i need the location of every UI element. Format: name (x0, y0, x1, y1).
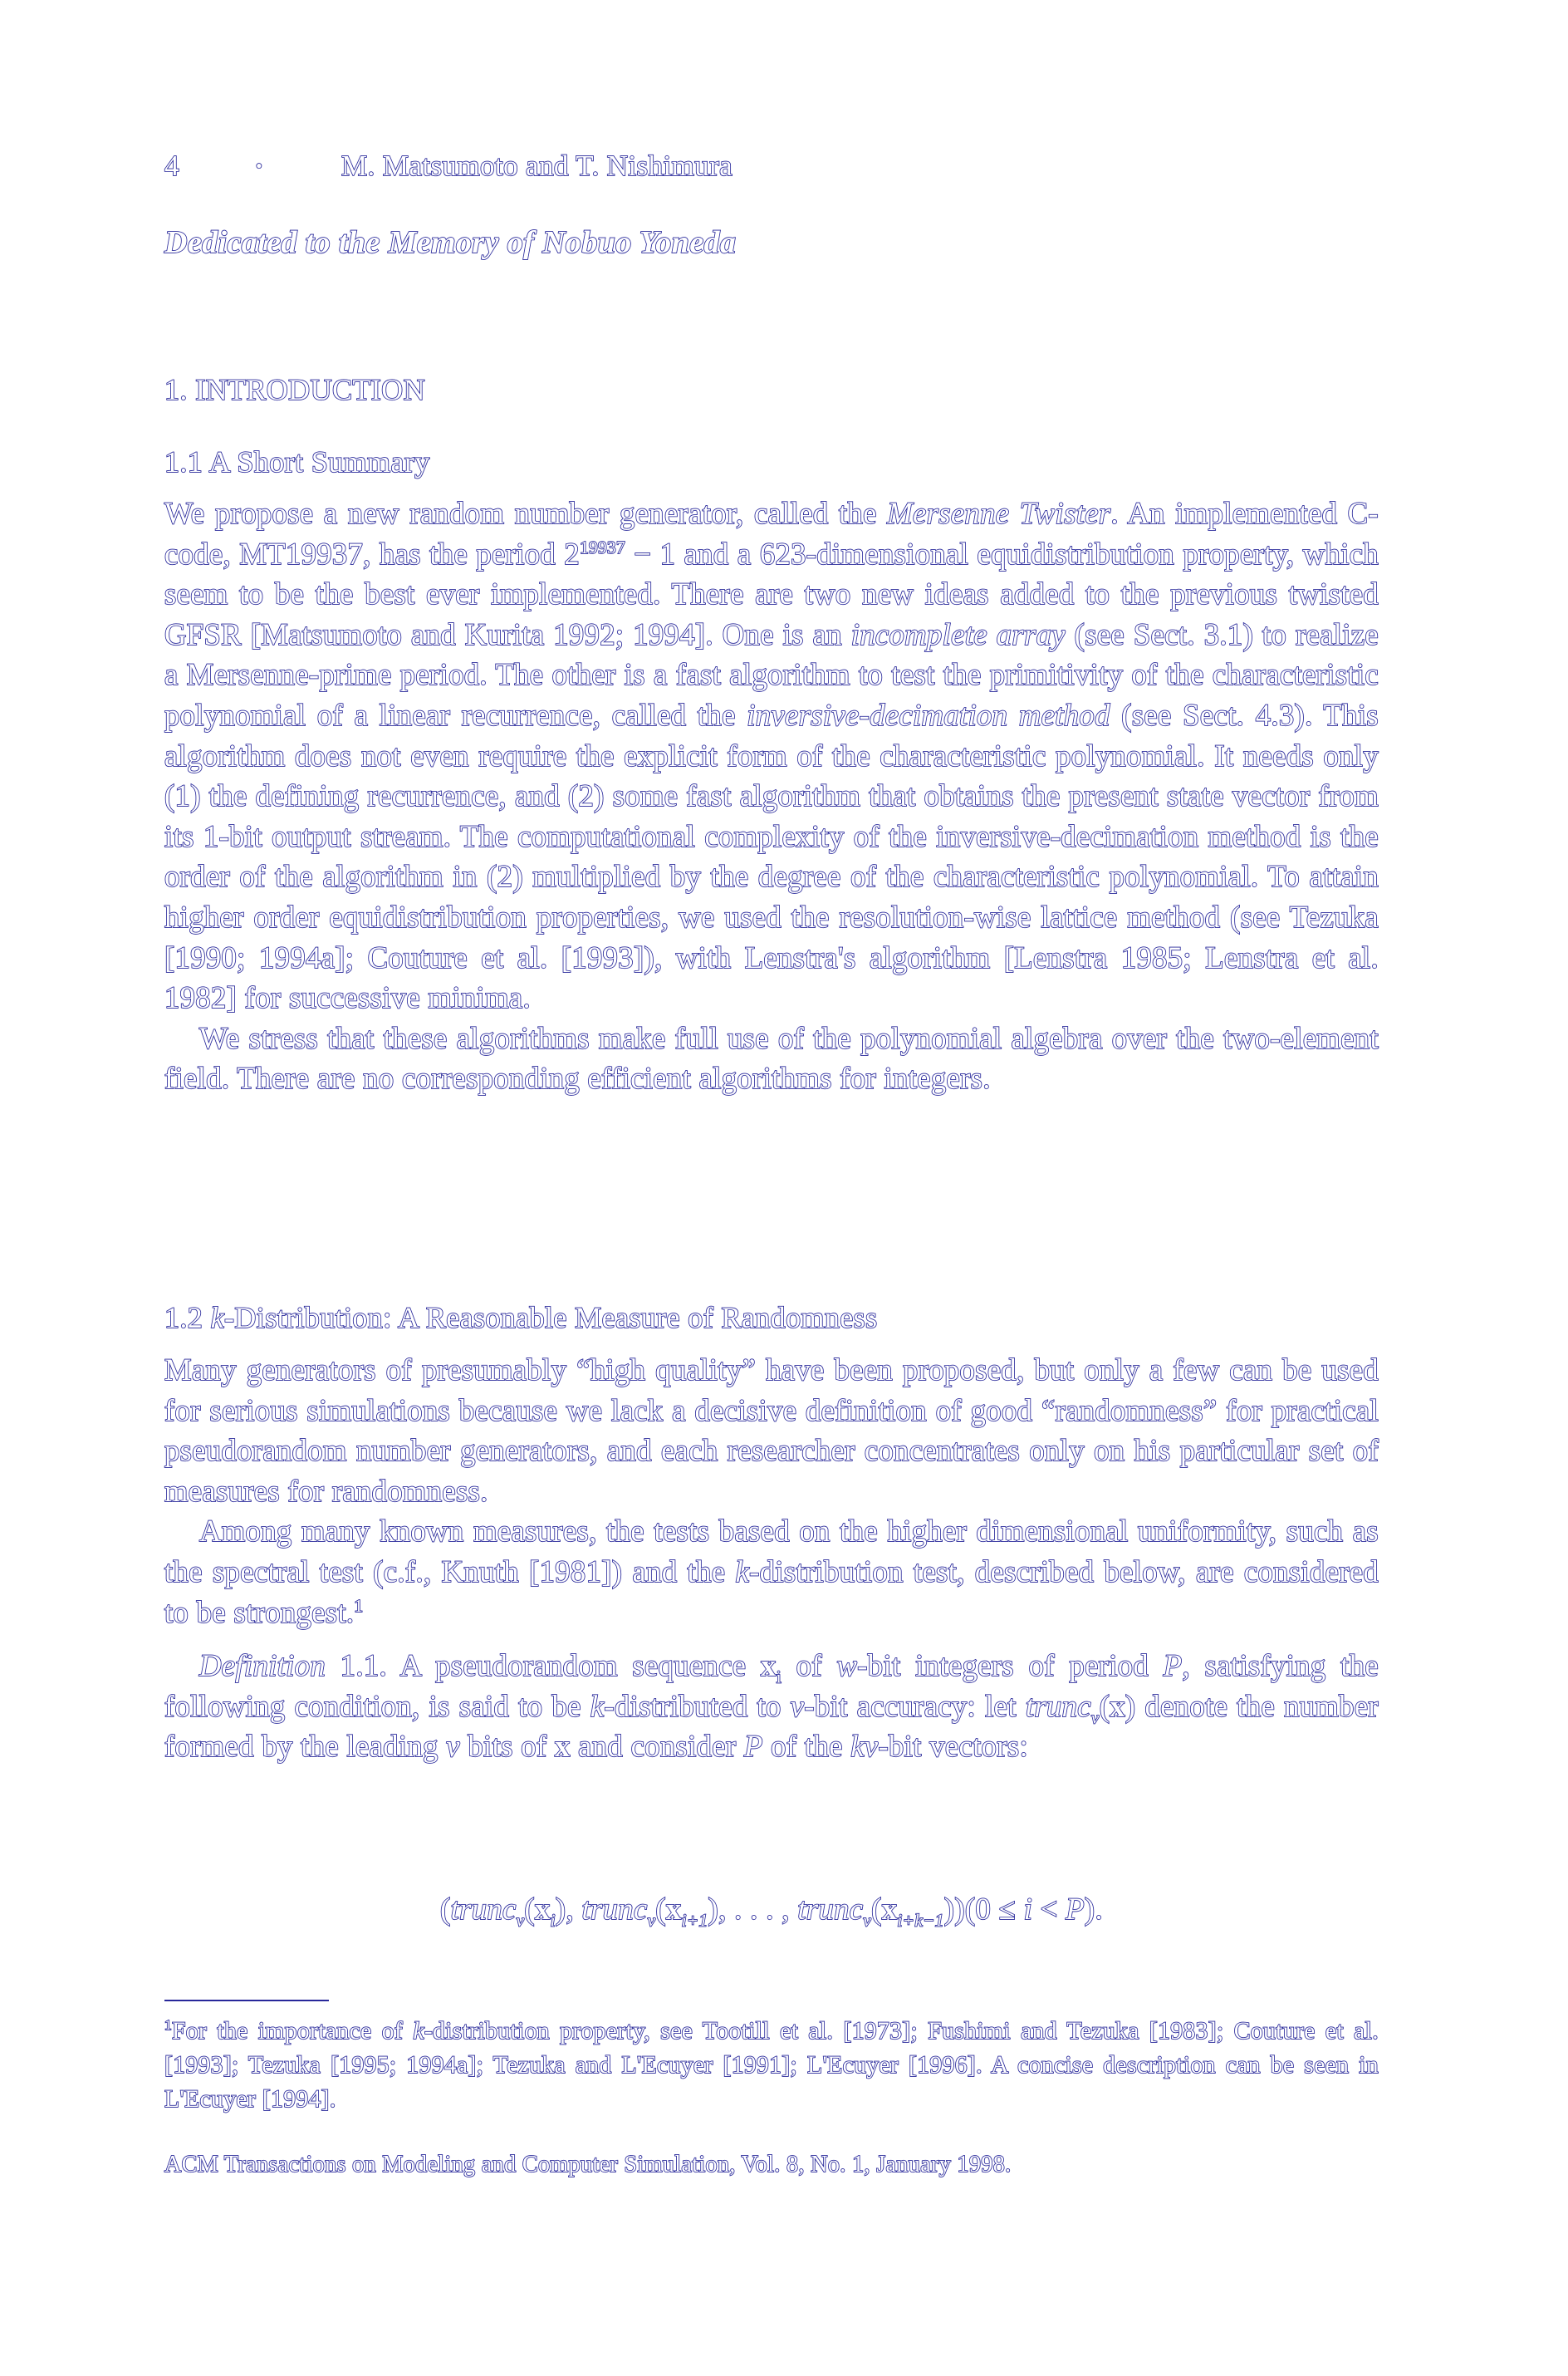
paragraph-measures: Among many known measures, the tests based on the higher dimensional uniformity, such as the spectral test (c.f., Knuth [1981]) and the k-distribution test, described below, are considered to be strongest.$^1$ (164, 1514, 1379, 1629)
paragraph-high-quality: Many generators of presumably “high quality” have been proposed, but only a few can be used for serious simulations because we lack a decisive definition of good “randomness” for practical pseudorandom number generators, and each researcher concentrates only on his particular set of measures for randomness. (164, 1352, 1379, 1508)
page-number: 4 (164, 150, 179, 182)
footnote-reference[interactable]: 1 (354, 1595, 364, 1616)
journal-footer: ACM Transactions on Modeling and Computer Simulation, Vol. 8, No. 1, January 1998. (164, 2152, 1012, 2177)
paragraph-summary: We propose a new random number generator, called the Mersenne Twister. An implemented C-code, MT19937, has the period $2^{19937} - 1$ and a 623-dimensional equidistribution property, which seem to be the best ever implemented. There are two new ideas added to the previous twisted GFSR [Matsumoto and Kurita 1992; 1994]. One is an incomplete array (see Sect. 3.1) to realize a Mersenne-prime period. The other is a fast algorithm to test the primitivity of the characteristic polynomial of a linear recurrence, called the inversive-decimation method (see Sect. 4.3). This algorithm does not even require the explicit form of the characteristic polynomial. It needs only (1) the defining recurrence, and (2) some fast algorithm that obtains the present state vector from its 1-bit output stream. The computational complexity of the inversive-decimation method is the order of the algorithm in (2) multiplied by the degree of the characteristic polynomial. To attain higher order equidistribution properties, we used the resolution-wise lattice method (see Tezuka [1990; 1994a]; Couture et al. [1993]), with Lenstra's algorithm [Lenstra 1985; Lenstra et al. 1982] for successive minima. (164, 496, 1379, 1015)
k-distribution-text (164, 1350, 1379, 1767)
subsection-title-short-summary: 1.1 A Short Summary (164, 445, 430, 479)
footnote-1: $^1$For the importance of k-distribution property, see Tootill et al. [1973]; Fushimi and Tezuka [1983]; Couture et al. [1993]; Tezuka [1995; 1994a]; Tezuka and L'Ecuyer [1991]; L'Ecuyer [1996]. A concise description can be seen in L'Ecuyer [1994]. (164, 2017, 1379, 2113)
header-authors: M. Matsumoto and T. Nishimura (341, 150, 733, 182)
paragraph-polynomial-algebra: We stress that these algorithms make full use of the polynomial algebra over the two-element field. There are no corresponding efficient algorithms for integers. (164, 1020, 1379, 1096)
section-title-introduction: 1. INTRODUCTION (164, 373, 425, 406)
subsection-title-k-distribution: 1.2 k-Distribution: A Reasonable Measure of Randomness (164, 1301, 878, 1334)
header-separator: • (256, 155, 263, 176)
footnote-rule (164, 2000, 329, 2001)
display-formula: ($trunc_v(x_i)$, $trunc_v(x_{i+1})$, . . . , $trunc_v(x_{i+k-1}))(0 \le i < P)$. (440, 1892, 1103, 1931)
dedication: Dedicated to the Memory of Nobuo Yoneda (164, 225, 737, 260)
summary-text (164, 493, 1379, 1099)
definition-1-1: Definition 1.1. A pseudorandom sequence $x_i$ of w-bit integers of period P, satisfying the following condition, is said to be k-distributed to v-bit accuracy: let trunc$_v$(x) denote the number formed by the leading v bits of x and consider P of the kv-bit vectors: (164, 1648, 1379, 1764)
running-header (164, 150, 733, 183)
